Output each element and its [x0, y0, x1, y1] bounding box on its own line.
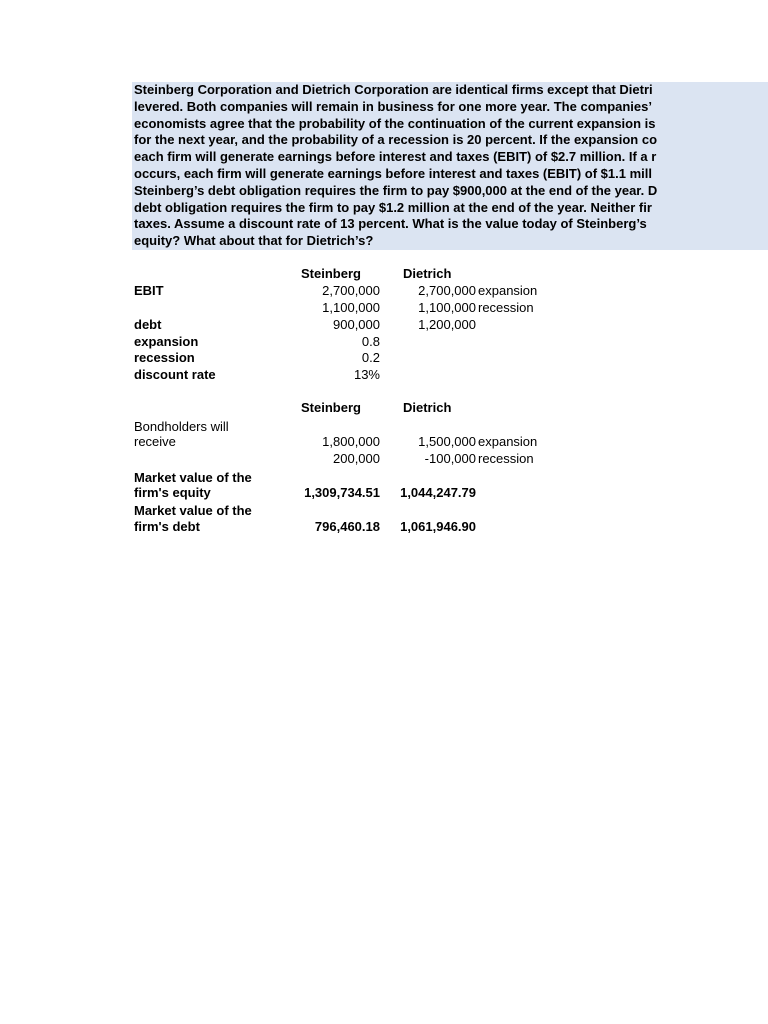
problem-line: taxes. Assume a discount rate of 13 percent. What is the value today of Steinberg’s	[134, 216, 647, 232]
header-steinberg: Steinberg	[301, 266, 361, 281]
recession-probability: 0.2	[361, 350, 380, 365]
ebit-recession-note: recession	[478, 300, 534, 315]
ebit-expansion-note: expansion	[478, 283, 538, 298]
equity-value-label-line1: Market value of the	[134, 470, 252, 485]
problem-line: equity? What about that for Dietrich’s?	[134, 233, 374, 249]
bondholders-label-line2: receive	[134, 434, 176, 449]
discount-rate-label: discount rate	[134, 367, 216, 382]
debt-label: debt	[134, 317, 162, 332]
bondholders-expansion-steinberg: 1,800,000	[322, 434, 380, 449]
problem-line: for the next year, and the probability of a recession is 20 percent. If the expansion co	[134, 132, 658, 148]
expansion-probability: 0.8	[361, 334, 380, 349]
problem-line: debt obligation requires the firm to pay $1.2 million at the end of the year. Neither fir	[134, 199, 652, 215]
discount-rate-value: 13%	[353, 367, 380, 382]
bondholders-recession-dietrich: -100,000	[424, 451, 476, 466]
problem-line: levered. Both companies will remain in business for one more year. The companies’	[134, 98, 652, 114]
debt-value-label-line1: Market value of the	[134, 503, 252, 518]
equity-value-steinberg: 1,309,734.51	[304, 485, 380, 500]
bondholders-expansion-dietrich: 1,500,000	[418, 434, 476, 449]
debt-value-steinberg: 796,460.18	[314, 519, 380, 534]
recession-label: recession	[134, 350, 195, 365]
bondholders-expansion-note: expansion	[478, 434, 538, 449]
bondholders-label-line1: Bondholders will	[134, 419, 229, 434]
header-dietrich: Dietrich	[403, 266, 452, 281]
results-header-dietrich: Dietrich	[403, 400, 452, 415]
debt-steinberg: 900,000	[333, 317, 380, 332]
problem-line: economists agree that the probability of the continuation of the current expansion is	[134, 115, 656, 131]
ebit-expansion-dietrich: 2,700,000	[418, 283, 476, 298]
problem-text	[134, 82, 768, 250]
ebit-recession-dietrich: 1,100,000	[418, 300, 476, 315]
equity-value-label-line2: firm's equity	[134, 485, 211, 500]
expansion-label: expansion	[134, 334, 199, 349]
debt-dietrich: 1,200,000	[418, 317, 476, 332]
problem-line: Steinberg’s debt obligation requires the firm to pay $900,000 at the end of the year. D	[134, 182, 658, 198]
results-header-steinberg: Steinberg	[301, 400, 361, 415]
problem-line: each firm will generate earnings before interest and taxes (EBIT) of $2.7 million. If a r	[134, 149, 657, 165]
problem-line: Steinberg Corporation and Dietrich Corporation are identical firms except that Dietri	[134, 82, 653, 97]
ebit-label: EBIT	[134, 283, 164, 298]
ebit-expansion-steinberg: 2,700,000	[322, 283, 380, 298]
equity-value-dietrich: 1,044,247.79	[400, 485, 476, 500]
problem-line: occurs, each firm will generate earnings before interest and taxes (EBIT) of $1.1 mill	[134, 165, 652, 181]
bondholders-recession-steinberg: 200,000	[333, 451, 380, 466]
ebit-recession-steinberg: 1,100,000	[322, 300, 380, 315]
debt-value-label-line2: firm's debt	[134, 519, 200, 534]
problem-statement	[132, 82, 768, 250]
debt-value-dietrich: 1,061,946.90	[400, 519, 476, 534]
bondholders-recession-note: recession	[478, 451, 534, 466]
